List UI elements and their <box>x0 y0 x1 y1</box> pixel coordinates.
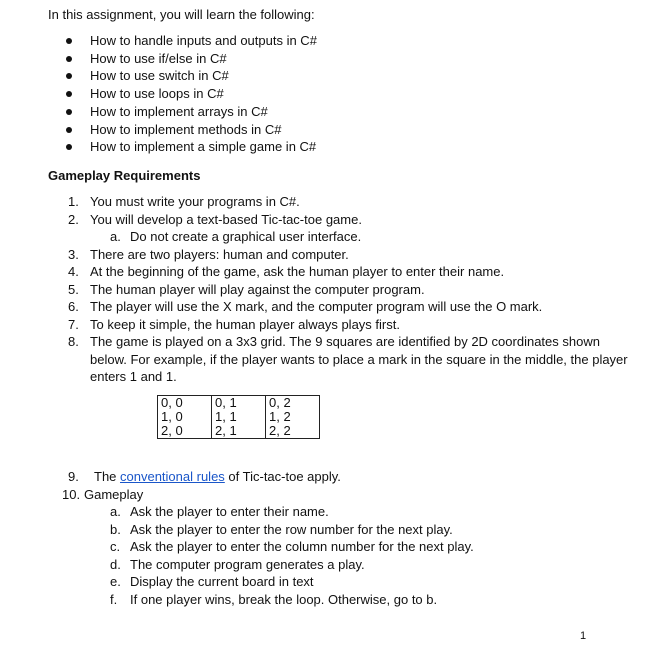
requirement-item <box>68 316 628 334</box>
requirements-list <box>68 193 628 386</box>
requirement-number: 4. <box>68 264 79 279</box>
bullet-icon <box>66 38 72 44</box>
list-item <box>66 67 317 85</box>
sub-text: Display the current board in text <box>130 574 314 589</box>
bullet-text: How to use loops in C# <box>90 86 224 102</box>
list-item <box>66 103 317 121</box>
requirement-item <box>48 468 628 486</box>
requirement-text: You will develop a text-based Tic-tac-toe game. <box>90 211 362 227</box>
sub-text: Ask the player to enter the row number for the next play. <box>130 521 453 537</box>
grid-cell: 2, 1 <box>212 424 266 439</box>
bullet-icon <box>66 56 72 62</box>
grid-cell: 2, 2 <box>266 424 320 439</box>
requirement-number: 1. <box>68 194 79 209</box>
requirement-item <box>68 211 628 229</box>
gameplay-step <box>48 503 628 521</box>
grid-cell: 0, 0 <box>158 396 212 411</box>
gameplay-step <box>48 591 628 609</box>
grid-cell: 1, 0 <box>158 410 212 424</box>
requirement-item <box>68 281 628 299</box>
bullet-icon <box>66 144 72 150</box>
requirement-text: You must write your programs in C#. <box>90 194 300 209</box>
bullet-icon <box>66 73 72 79</box>
requirement-item <box>48 486 628 504</box>
requirement-number: 7. <box>68 316 79 332</box>
sub-text: Do not create a graphical user interface. <box>130 229 362 244</box>
bullet-text: How to implement arrays in C# <box>90 103 268 119</box>
sub-letter: f. <box>110 591 118 607</box>
bullet-text: How to use switch in C# <box>90 68 229 84</box>
requirement-item <box>68 263 628 281</box>
sub-text: The computer program generates a play. <box>130 556 365 572</box>
bullet-text: How to implement a simple game in C# <box>90 139 317 155</box>
list-item <box>66 121 317 139</box>
sub-letter: c. <box>110 539 121 554</box>
gameplay-step <box>48 538 628 556</box>
requirements-list-continued <box>48 468 628 608</box>
sub-text: Ask the player to enter the column number for the next play. <box>130 539 474 554</box>
requirement-number: 5. <box>68 281 79 297</box>
table-row <box>158 410 320 424</box>
sub-letter: d. <box>110 556 121 572</box>
intro-text: In this assignment, you will learn the following: <box>48 7 315 22</box>
bullet-text: How to implement methods in C# <box>90 121 282 137</box>
requirement-text: The game is played on a 3x3 grid. The 9 squares are identified by 2D coordinates shown below. For example, if the player wants to place a mark in the square in the middle, the player enters 1 and 1. <box>90 334 628 384</box>
requirement-text: Gameplay <box>84 486 144 502</box>
sub-letter: e. <box>110 574 121 589</box>
list-item <box>66 138 317 156</box>
requirement-item <box>68 298 628 316</box>
bullet-text: How to handle inputs and outputs in C# <box>90 33 317 48</box>
conventional-rules-link[interactable]: conventional rules <box>120 469 225 484</box>
grid-cell: 2, 0 <box>158 424 212 439</box>
bullet-text: How to use if/else in C# <box>90 50 227 66</box>
grid-cell: 0, 1 <box>212 396 266 411</box>
requirement-text: To keep it simple, the human player always plays first. <box>90 316 400 332</box>
grid-cell: 1, 2 <box>266 410 320 424</box>
requirement-text: The human player will play against the computer program. <box>90 281 425 297</box>
list-item <box>66 50 317 68</box>
sub-text: Ask the player to enter their name. <box>130 504 329 519</box>
requirement-item <box>68 333 628 386</box>
requirement-text <box>94 468 628 486</box>
requirement-text: There are two players: human and computer. <box>90 246 349 262</box>
sub-letter: a. <box>110 504 121 519</box>
req9-prefix: The <box>94 469 121 484</box>
list-item <box>66 85 317 103</box>
bullet-icon <box>66 109 72 115</box>
grid-cell: 0, 2 <box>266 396 320 411</box>
req9-suffix: of Tic-tac-toe apply. <box>224 469 341 484</box>
requirement-text: At the beginning of the game, ask the human player to enter their name. <box>90 264 505 279</box>
requirement-item <box>68 246 628 264</box>
sub-letter: a. <box>110 229 121 244</box>
learning-objectives-list <box>66 32 317 156</box>
gameplay-step <box>48 573 628 591</box>
requirement-number: 10. <box>62 486 81 502</box>
sub-text: If one player wins, break the loop. Otherwise, go to b. <box>130 591 438 607</box>
requirement-item <box>68 193 628 211</box>
gameplay-step <box>48 556 628 574</box>
bullet-icon <box>66 91 72 97</box>
section-heading: Gameplay Requirements <box>48 168 201 183</box>
table-row <box>158 424 320 439</box>
requirement-number: 6. <box>68 299 79 314</box>
requirement-number: 2. <box>68 211 79 227</box>
grid-cell: 1, 1 <box>212 410 266 424</box>
requirement-text: The player will use the X mark, and the computer program will use the O mark. <box>90 299 543 314</box>
requirement-number: 8. <box>68 334 79 349</box>
requirement-number: 9. <box>68 469 79 484</box>
coordinate-grid-table <box>157 395 320 439</box>
table-row <box>158 396 320 411</box>
bullet-icon <box>66 127 72 133</box>
page-number: 1 <box>580 630 587 642</box>
sub-letter: b. <box>110 521 121 537</box>
list-item <box>66 32 317 50</box>
sub-requirement-item <box>68 228 628 246</box>
requirement-number: 3. <box>68 246 79 262</box>
gameplay-step <box>48 521 628 539</box>
